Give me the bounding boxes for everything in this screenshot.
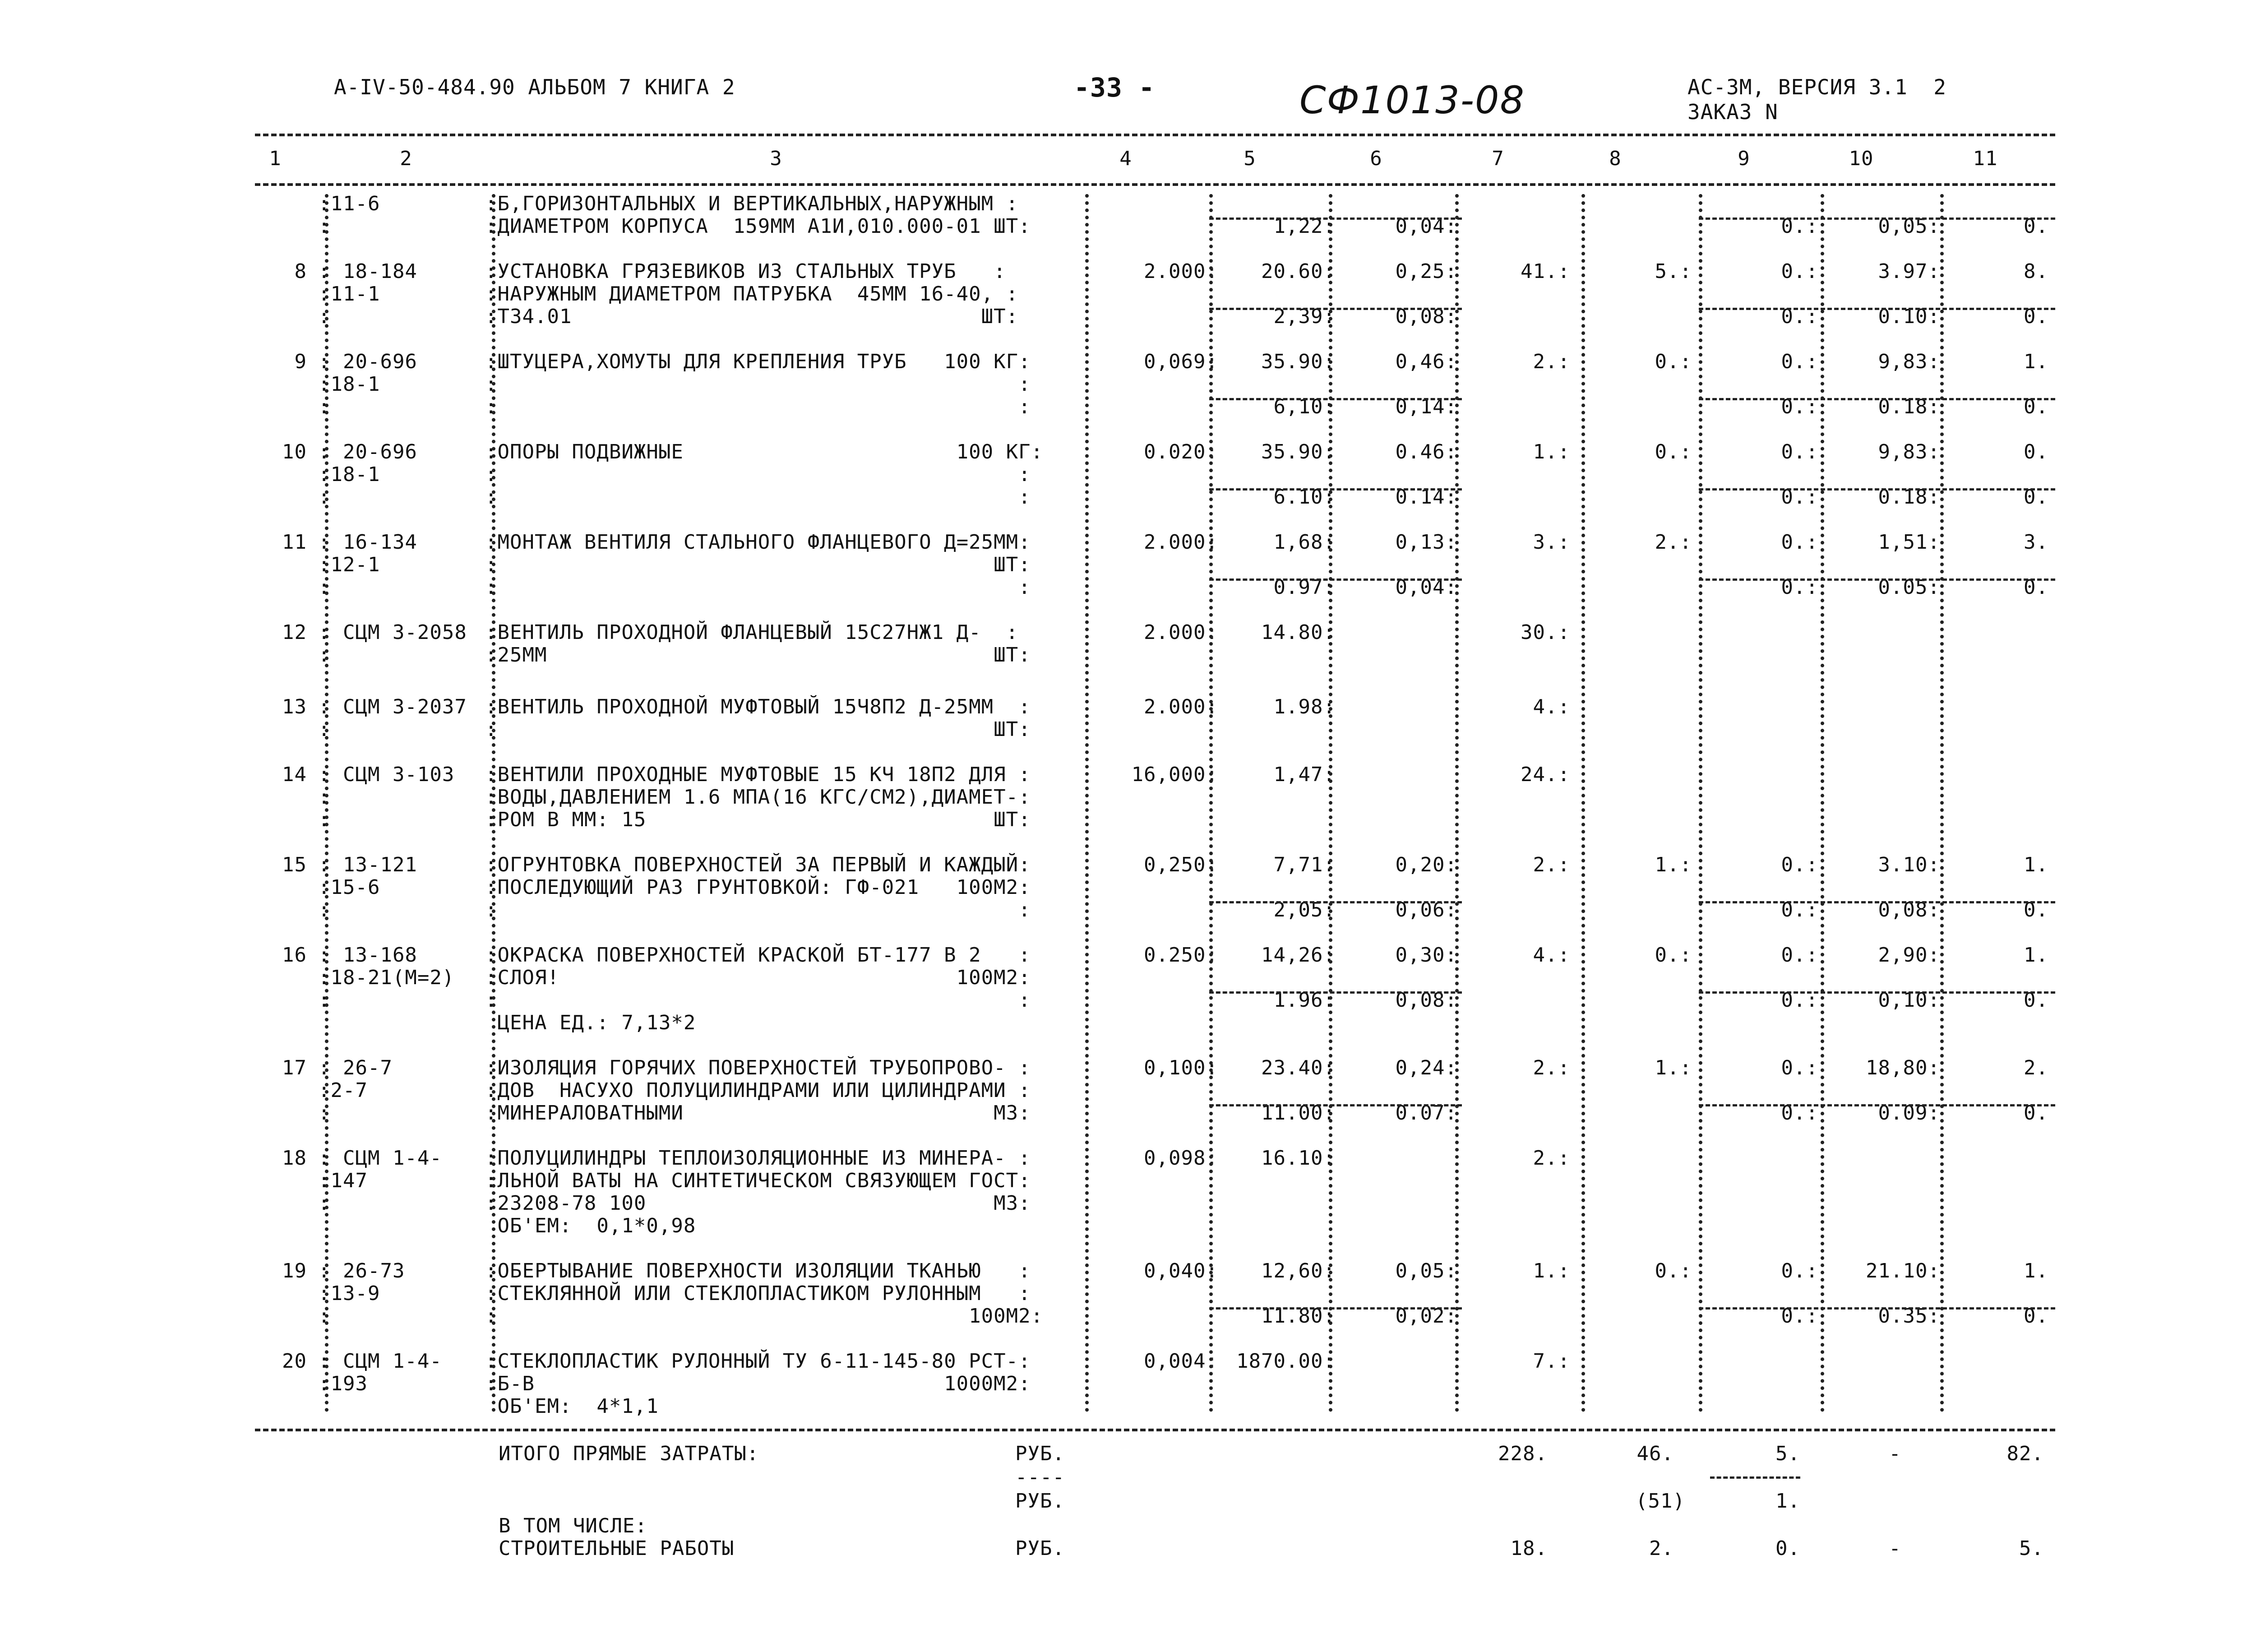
cell-l22-c3: :ОГРУНТОВКА ПОВЕРХНОСТЕЙ ЗА ПЕРВЫЙ И КАЖДЫЙ: xyxy=(485,853,1031,876)
cell-l23-c2: :15-6 xyxy=(318,876,380,899)
cell-l27-c6: 0,08: xyxy=(1395,989,1457,1012)
cell-l22-c1: 15 xyxy=(282,853,307,876)
cell-l3-c2: : 18-184 xyxy=(318,260,417,283)
cell-l25-c11: 1. xyxy=(2024,944,2048,967)
cell-l5-c5: 2,39: xyxy=(1273,305,1336,328)
totals-dash: ---- xyxy=(1015,1466,1065,1489)
cell-l24-c3: : : xyxy=(485,898,1031,921)
order-number: ЗАКАЗ N xyxy=(1687,100,1778,124)
subtotal-rule-7-1 xyxy=(1209,991,1462,994)
cell-l3-c10: 3.97: xyxy=(1878,260,1940,283)
cell-l25-c1: 16 xyxy=(282,944,307,967)
cell-l27-c3: : : xyxy=(485,989,1031,1012)
including-label: В ТОМ ЧИСЛЕ: xyxy=(499,1514,647,1537)
cell-l29-c8: 1.: xyxy=(1655,1056,1692,1079)
cell-l19-c1: 14 xyxy=(282,763,307,786)
cell-l3-c8: 5.: xyxy=(1655,260,1692,283)
program-version: АС-3М, ВЕРСИЯ 3.1 2 xyxy=(1687,75,1946,99)
cell-l27-c11: 0. xyxy=(2024,989,2048,1012)
cell-l5-c9: 0.: xyxy=(1781,305,1818,328)
totals-col9: 5. xyxy=(1775,1442,1800,1465)
cell-l29-c7: 2.: xyxy=(1533,1056,1570,1079)
cell-l19-c5: 1,47: xyxy=(1273,763,1336,786)
cell-l14-c2: : xyxy=(318,576,331,599)
cell-l22-c2: : 13-121 xyxy=(318,853,417,876)
cell-l25-c10: 2,90: xyxy=(1878,944,1940,967)
cell-l16-c2: : xyxy=(318,643,331,666)
cell-l39-c2: : СЦМ 1-4- xyxy=(318,1350,442,1373)
cell-l29-c4: 0,100: xyxy=(1144,1056,1218,1079)
cell-l29-c1: 17 xyxy=(282,1056,307,1079)
column-header-5: 5 xyxy=(1244,147,1256,170)
cell-l8-c6: 0,14: xyxy=(1395,395,1457,418)
cell-l10-c2: :18-1 xyxy=(318,463,380,486)
cell-l13-c2: :12-1 xyxy=(318,553,380,576)
cell-l27-c5: 1.96: xyxy=(1273,989,1336,1012)
cell-l11-c10: 0.18: xyxy=(1878,486,1940,509)
cell-l14-c9: 0.: xyxy=(1781,576,1818,599)
cell-l29-c6: 0,24: xyxy=(1395,1056,1457,1079)
cell-l31-c11: 0. xyxy=(2024,1101,2048,1124)
cell-l17-c7: 4.: xyxy=(1533,695,1570,718)
totals-label: ИТОГО ПРЯМЫЕ ЗАТРАТЫ: xyxy=(499,1442,759,1465)
cell-l20-c3: :ВОДЫ,ДАВЛЕНИЕМ 1.6 МПА(16 КГС/СМ2),ДИАМЕТ-: xyxy=(485,786,1031,809)
cell-l26-c3: :СЛОЯ! 100М2: xyxy=(485,966,1031,989)
cell-l38-c9: 0.: xyxy=(1781,1305,1818,1328)
cell-l12-c8: 2.: xyxy=(1655,531,1692,554)
cell-l36-c5: 12,60: xyxy=(1261,1259,1336,1282)
cell-l9-c10: 9,83: xyxy=(1878,440,1940,463)
cell-l3-c9: 0.: xyxy=(1781,260,1818,283)
cell-l24-c9: 0.: xyxy=(1781,898,1818,921)
totals-sub-col9: 1. xyxy=(1775,1490,1800,1513)
subtotal-rule-6-1 xyxy=(1209,901,1462,903)
construction-col11: 5. xyxy=(2019,1537,2044,1560)
column-header-6: 6 xyxy=(1370,147,1382,170)
cell-l11-c5: 6.10: xyxy=(1273,486,1336,509)
cell-l3-c4: 2.000: xyxy=(1144,260,1218,283)
subtotal-rule-4-1 xyxy=(1209,488,1462,491)
cell-l12-c4: 2.000: xyxy=(1144,531,1218,554)
cell-l31-c5: 11.00: xyxy=(1261,1101,1336,1124)
cell-l11-c6: 0.14: xyxy=(1395,486,1457,509)
cell-l25-c6: 0,30: xyxy=(1395,944,1457,967)
construction-col8: 2. xyxy=(1649,1537,1674,1560)
totals-col10: - xyxy=(1889,1442,1901,1465)
subtotal-rule-8-2 xyxy=(1699,1104,2055,1106)
cell-l2-c2: : xyxy=(318,215,331,238)
subtotal-rule-8-1 xyxy=(1209,1104,1462,1106)
cell-l3-c5: 20.60: xyxy=(1261,260,1336,283)
cell-l32-c3: :ПОЛУЦИЛИНДРЫ ТЕПЛОИЗОЛЯЦИОННЫЕ ИЗ МИНЕРА- : xyxy=(485,1147,1031,1170)
cell-l37-c2: :13-9 xyxy=(318,1282,380,1305)
header-rule-bottom xyxy=(255,183,2055,186)
construction-label: СТРОИТЕЛЬНЫЕ РАБОТЫ xyxy=(499,1537,735,1560)
column-header-4: 4 xyxy=(1119,147,1132,170)
cell-l14-c6: 0,04: xyxy=(1395,576,1457,599)
cell-l17-c4: 2.000: xyxy=(1144,695,1218,718)
cell-l29-c3: :ИЗОЛЯЦИЯ ГОРЯЧИХ ПОВЕРХНОСТЕЙ ТРУБОПРОВО- : xyxy=(485,1056,1031,1079)
subtotal-rule-5-2 xyxy=(1699,578,2055,581)
cell-l29-c2: : 26-7 xyxy=(318,1056,393,1079)
column-separator-5 xyxy=(1329,194,1332,1412)
cell-l12-c2: : 16-134 xyxy=(318,531,417,554)
cell-l6-c4: 0,069: xyxy=(1144,350,1218,373)
cell-l36-c2: : 26-73 xyxy=(318,1259,405,1282)
cell-l19-c2: : СЦМ 3-103 xyxy=(318,763,455,786)
cell-l36-c1: 19 xyxy=(282,1259,307,1282)
cell-l1-c2: :11-6 xyxy=(318,192,380,215)
cell-l33-c3: :ЛЬНОЙ ВАТЫ НА СИНТЕТИЧЕСКОМ СВЯЗУЮЩЕМ ГОСТ: xyxy=(485,1169,1031,1192)
cell-l21-c2: : xyxy=(318,808,331,831)
cell-l11-c3: : : xyxy=(485,486,1031,509)
cell-l36-c7: 1.: xyxy=(1533,1259,1570,1282)
cell-l9-c9: 0.: xyxy=(1781,440,1818,463)
column-header-7: 7 xyxy=(1492,147,1504,170)
cell-l2-c10: 0,05: xyxy=(1878,215,1940,238)
cell-l14-c5: 0.97: xyxy=(1273,576,1336,599)
cell-l11-c11: 0. xyxy=(2024,486,2048,509)
column-separator-3 xyxy=(1085,194,1089,1412)
cell-l27-c2: : xyxy=(318,989,331,1012)
cell-l22-c4: 0,250: xyxy=(1144,853,1218,876)
cell-l24-c6: 0,06: xyxy=(1395,898,1457,921)
cell-l3-c3: :УСТАНОВКА ГРЯЗЕВИКОВ ИЗ СТАЛЬНЫХ ТРУБ : xyxy=(485,260,1006,283)
cell-l36-c11: 1. xyxy=(2024,1259,2048,1282)
cell-l21-c3: :РОМ В ММ: 15 ШТ: xyxy=(485,808,1031,831)
cell-l2-c9: 0.: xyxy=(1781,215,1818,238)
cell-l33-c2: :147 xyxy=(318,1169,368,1192)
cell-l34-c3: :23208-78 100 М3: xyxy=(485,1192,1031,1215)
cell-l31-c2: : xyxy=(318,1101,331,1124)
cell-l16-c3: :25ММ ШТ: xyxy=(485,643,1031,666)
subtotal-rule-9-1 xyxy=(1209,1307,1462,1310)
cell-l7-c2: :18-1 xyxy=(318,373,380,396)
cell-l15-c2: : СЦМ 3-2058 xyxy=(318,621,467,644)
cell-l25-c4: 0.250: xyxy=(1144,944,1218,967)
cell-l40-c3: :Б-В 1000М2: xyxy=(485,1372,1031,1395)
cell-l12-c10: 1,51: xyxy=(1878,531,1940,554)
column-header-1: 1 xyxy=(269,147,282,170)
cell-l6-c8: 0.: xyxy=(1655,350,1692,373)
cell-l6-c3: :ШТУЦЕРА,ХОМУТЫ ДЛЯ КРЕПЛЕНИЯ ТРУБ 100 КГ: xyxy=(485,350,1031,373)
cell-l11-c2: : xyxy=(318,486,331,509)
cell-l2-c3: :ДИАМЕТРОМ КОРПУСА 159ММ А1И,010.000-01 ШТ: xyxy=(485,215,1031,238)
cell-l8-c5: 6,10: xyxy=(1273,395,1336,418)
cell-l25-c7: 4.: xyxy=(1533,944,1570,967)
cell-l7-c3: : : xyxy=(485,373,1031,396)
subtotal-rule-9-2 xyxy=(1699,1307,2055,1310)
totals-col9-rule xyxy=(1710,1476,1800,1479)
cell-l39-c4: 0,004: xyxy=(1144,1350,1218,1373)
cell-l4-c3: :НАРУЖНЫМ ДИАМЕТРОМ ПАТРУБКА 45ММ 16-40, : xyxy=(485,282,1019,305)
cell-l38-c5: 11.80: xyxy=(1261,1305,1336,1328)
cell-l31-c9: 0.: xyxy=(1781,1101,1818,1124)
subtotal-rule-3-2 xyxy=(1699,398,2055,400)
cell-l6-c2: : 20-696 xyxy=(318,350,417,373)
cell-l5-c2: : xyxy=(318,305,331,328)
cell-l12-c1: 11 xyxy=(282,531,307,554)
cell-l25-c2: : 13-168 xyxy=(318,944,417,967)
cell-l38-c11: 0. xyxy=(2024,1305,2048,1328)
cell-l12-c7: 3.: xyxy=(1533,531,1570,554)
subtotal-rule-3-1 xyxy=(1209,398,1462,400)
cell-l29-c11: 2. xyxy=(2024,1056,2048,1079)
cell-l14-c10: 0.05: xyxy=(1878,576,1940,599)
cell-l22-c8: 1.: xyxy=(1655,853,1692,876)
cell-l5-c3: :Т34.01 ШТ: xyxy=(485,305,1019,328)
cell-l12-c11: 3. xyxy=(2024,531,2048,554)
construction-unit: РУБ. xyxy=(1015,1537,1065,1560)
cell-l10-c3: : : xyxy=(485,463,1031,486)
totals-col11: 82. xyxy=(2006,1442,2044,1465)
cell-l36-c8: 0.: xyxy=(1655,1259,1692,1282)
cell-l25-c8: 0.: xyxy=(1655,944,1692,967)
cell-l24-c2: : xyxy=(318,898,331,921)
cell-l5-c6: 0,08: xyxy=(1395,305,1457,328)
construction-col9: 0. xyxy=(1775,1537,1800,1560)
cell-l34-c2: : xyxy=(318,1192,331,1215)
cell-l32-c7: 2.: xyxy=(1533,1147,1570,1170)
cell-l3-c11: 8. xyxy=(2024,260,2048,283)
cell-l27-c10: 0,10: xyxy=(1878,989,1940,1012)
cell-l36-c4: 0,040: xyxy=(1144,1259,1218,1282)
cell-l32-c4: 0,098: xyxy=(1144,1147,1218,1170)
cell-l8-c2: : xyxy=(318,395,331,418)
column-separator-9 xyxy=(1821,194,1824,1412)
cell-l38-c3: : 100М2: xyxy=(485,1305,1044,1328)
cell-l30-c2: :2-7 xyxy=(318,1079,368,1102)
cell-l6-c10: 9,83: xyxy=(1878,350,1940,373)
cell-l19-c3: :ВЕНТИЛИ ПРОХОДНЫЕ МУФТОВЫЕ 15 КЧ 18П2 ДЛЯ : xyxy=(485,763,1031,786)
totals-col8: 46. xyxy=(1637,1442,1674,1465)
cell-l2-c6: 0,04: xyxy=(1395,215,1457,238)
column-separator-7 xyxy=(1581,194,1585,1412)
cell-l3-c1: 8 xyxy=(294,260,307,283)
totals-sub-unit: РУБ. xyxy=(1015,1490,1065,1513)
cell-l6-c11: 1. xyxy=(2024,350,2048,373)
cell-l41-c3: ОБ'ЕМ: 4*1,1 xyxy=(485,1395,659,1418)
cell-l17-c2: : СЦМ 3-2037 xyxy=(318,695,467,718)
cell-l24-c11: 0. xyxy=(2024,898,2048,921)
cell-l9-c11: 0. xyxy=(2024,440,2048,463)
column-header-3: 3 xyxy=(770,147,782,170)
subtotal-rule-7-2 xyxy=(1699,991,2055,994)
cell-l8-c9: 0.: xyxy=(1781,395,1818,418)
subtotal-rule-1-2 xyxy=(1699,217,2055,220)
cell-l9-c6: 0.46: xyxy=(1395,440,1457,463)
subtotal-rule-1-1 xyxy=(1209,217,1462,220)
subtotal-rule-6-2 xyxy=(1699,901,2055,903)
cell-l31-c6: 0.07: xyxy=(1395,1101,1457,1124)
cell-l39-c7: 7.: xyxy=(1533,1350,1570,1373)
cell-l15-c4: 2.000: xyxy=(1144,621,1218,644)
cell-l17-c5: 1.98: xyxy=(1273,695,1336,718)
column-separator-6 xyxy=(1455,194,1459,1412)
cell-l22-c11: 1. xyxy=(2024,853,2048,876)
cell-l9-c2: : 20-696 xyxy=(318,440,417,463)
cell-l8-c11: 0. xyxy=(2024,395,2048,418)
cell-l40-c2: :193 xyxy=(318,1372,368,1395)
totals-rule xyxy=(255,1429,2055,1431)
column-header-8: 8 xyxy=(1609,147,1622,170)
cell-l19-c4: 16,000: xyxy=(1131,763,1218,786)
cell-l29-c10: 18,80: xyxy=(1866,1056,1940,1079)
totals-col7: 228. xyxy=(1498,1442,1548,1465)
cell-l18-c2: : xyxy=(318,718,331,741)
column-separator-4 xyxy=(1209,194,1213,1412)
column-header-2: 2 xyxy=(400,147,412,170)
cell-l25-c5: 14,26: xyxy=(1261,944,1336,967)
cell-l36-c3: :ОБЕРТЫВАНИЕ ПОВЕРХНОСТИ ИЗОЛЯЦИИ ТКАНЬЮ : xyxy=(485,1259,1031,1282)
cell-l36-c6: 0,05: xyxy=(1395,1259,1457,1282)
cell-l22-c7: 2.: xyxy=(1533,853,1570,876)
cell-l24-c10: 0,08: xyxy=(1878,898,1940,921)
column-header-9: 9 xyxy=(1738,147,1750,170)
cell-l36-c9: 0.: xyxy=(1781,1259,1818,1282)
cell-l17-c3: :ВЕНТИЛЬ ПРОХОДНОЙ МУФТОВЫЙ 15Ч8П2 Д-25ММ : xyxy=(485,695,1031,718)
cell-l27-c9: 0.: xyxy=(1781,989,1818,1012)
cell-l32-c2: : СЦМ 1-4- xyxy=(318,1147,442,1170)
cell-l9-c5: 35.90: xyxy=(1261,440,1336,463)
construction-col7: 18. xyxy=(1510,1537,1548,1560)
cell-l9-c1: 10 xyxy=(282,440,307,463)
cell-l6-c5: 35.90: xyxy=(1261,350,1336,373)
subtotal-rule-2-2 xyxy=(1699,308,2055,310)
subtotal-rule-2-1 xyxy=(1209,308,1462,310)
column-header-10: 10 xyxy=(1849,147,1874,170)
cell-l13-c3: : ШТ: xyxy=(485,553,1031,576)
cell-l28-c3: ЦЕНА ЕД.: 7,13*2 xyxy=(485,1011,696,1034)
totals-sub-col8: (51) xyxy=(1636,1490,1685,1513)
cell-l29-c5: 23.40: xyxy=(1261,1056,1336,1079)
cell-l22-c6: 0,20: xyxy=(1395,853,1457,876)
cell-l18-c3: : ШТ: xyxy=(485,718,1031,741)
cell-l30-c3: :ДОВ НАСУХО ПОЛУЦИЛИНДРАМИ ИЛИ ЦИЛИНДРАМИ : xyxy=(485,1079,1031,1102)
cell-l22-c10: 3.10: xyxy=(1878,853,1940,876)
cell-l22-c5: 7,71: xyxy=(1273,853,1336,876)
cell-l4-c2: :11-1 xyxy=(318,282,380,305)
cell-l12-c6: 0,13: xyxy=(1395,531,1457,554)
cell-l12-c9: 0.: xyxy=(1781,531,1818,554)
cell-l39-c1: 20 xyxy=(282,1350,307,1373)
cell-l39-c3: :СТЕКЛОПЛАСТИК РУЛОННЫЙ ТУ 6-11-145-80 РСТ-: xyxy=(485,1350,1031,1373)
subtotal-rule-4-2 xyxy=(1699,488,2055,491)
cell-l20-c2: : xyxy=(318,786,331,809)
cell-l1-c3: :Б,ГОРИЗОНТАЛЬНЫХ И ВЕРТИКАЛЬНЫХ,НАРУЖНЫМ : xyxy=(485,192,1019,215)
cell-l5-c11: 0. xyxy=(2024,305,2048,328)
cell-l6-c6: 0,46: xyxy=(1395,350,1457,373)
cell-l32-c5: 16.10: xyxy=(1261,1147,1336,1170)
cell-l26-c2: :18-21(М=2) xyxy=(318,966,455,989)
cell-l15-c3: :ВЕНТИЛЬ ПРОХОДНОЙ ФЛАНЦЕВЫЙ 15С27НЖ1 Д- : xyxy=(485,621,1019,644)
handwritten-code: СФ1013-08 xyxy=(1299,78,1525,122)
column-header-11: 11 xyxy=(1973,147,1998,170)
cell-l32-c1: 18 xyxy=(282,1147,307,1170)
cell-l6-c7: 2.: xyxy=(1533,350,1570,373)
cell-l9-c7: 1.: xyxy=(1533,440,1570,463)
cell-l31-c3: :МИНЕРАЛОВАТНЫМИ М3: xyxy=(485,1101,1031,1124)
cell-l8-c10: 0.18: xyxy=(1878,395,1940,418)
cell-l9-c8: 0.: xyxy=(1655,440,1692,463)
cell-l24-c5: 2,05: xyxy=(1273,898,1336,921)
cell-l35-c3: ОБ'ЕМ: 0,1*0,98 xyxy=(485,1214,696,1237)
cell-l15-c1: 12 xyxy=(282,621,307,644)
cell-l38-c10: 0.35: xyxy=(1878,1305,1940,1328)
cell-l38-c6: 0,02: xyxy=(1395,1305,1457,1328)
cell-l14-c11: 0. xyxy=(2024,576,2048,599)
cell-l11-c9: 0.: xyxy=(1781,486,1818,509)
cell-l37-c3: :СТЕКЛЯННОЙ ИЛИ СТЕКЛОПЛАСТИКОМ РУЛОННЫМ : xyxy=(485,1282,1031,1305)
header-rule-top xyxy=(255,134,2055,136)
column-separator-10 xyxy=(1940,194,1944,1412)
column-separator-8 xyxy=(1699,194,1702,1412)
cell-l12-c3: :МОНТАЖ ВЕНТИЛЯ СТАЛЬНОГО ФЛАНЦЕВОГО Д=25ММ: xyxy=(485,531,1031,554)
cell-l19-c7: 24.: xyxy=(1521,763,1570,786)
column-separator-1 xyxy=(325,194,328,1412)
cell-l25-c9: 0.: xyxy=(1781,944,1818,967)
cell-l8-c3: : : xyxy=(485,395,1031,418)
cell-l22-c9: 0.: xyxy=(1781,853,1818,876)
cell-l39-c5: 1870.00: xyxy=(1236,1350,1336,1373)
cell-l31-c10: 0.09: xyxy=(1878,1101,1940,1124)
cell-l29-c9: 0.: xyxy=(1781,1056,1818,1079)
cell-l2-c5: 1,22: xyxy=(1273,215,1336,238)
cell-l17-c1: 13 xyxy=(282,695,307,718)
doc-reference: А-IV-50-484.90 АЛЬБОМ 7 КНИГА 2 xyxy=(334,75,735,99)
cell-l3-c7: 41.: xyxy=(1521,260,1570,283)
cell-l2-c11: 0. xyxy=(2024,215,2048,238)
cell-l6-c9: 0.: xyxy=(1781,350,1818,373)
cell-l9-c4: 0.020: xyxy=(1144,440,1218,463)
cell-l15-c7: 30.: xyxy=(1521,621,1570,644)
cell-l14-c3: : : xyxy=(485,576,1031,599)
cell-l23-c3: :ПОСЛЕДУЮЩИЙ РАЗ ГРУНТОВКОЙ: ГФ-021 100М2: xyxy=(485,876,1031,899)
subtotal-rule-5-1 xyxy=(1209,578,1462,581)
cell-l12-c5: 1,68: xyxy=(1273,531,1336,554)
cell-l25-c3: :ОКРАСКА ПОВЕРХНОСТЕЙ КРАСКОЙ БТ-177 В 2 : xyxy=(485,944,1031,967)
cell-l3-c6: 0,25: xyxy=(1395,260,1457,283)
construction-col10: - xyxy=(1889,1537,1901,1560)
cell-l38-c2: : xyxy=(318,1305,331,1328)
column-separator-2 xyxy=(492,194,495,1412)
totals-unit: РУБ. xyxy=(1015,1442,1065,1465)
cell-l5-c10: 0.10: xyxy=(1878,305,1940,328)
cell-l9-c3: :ОПОРЫ ПОДВИЖНЫЕ 100 КГ: xyxy=(485,440,1044,463)
cell-l15-c5: 14.80: xyxy=(1261,621,1336,644)
page-number: -33 - xyxy=(1074,72,1155,103)
cell-l6-c1: 9 xyxy=(294,350,307,373)
cell-l36-c10: 21.10: xyxy=(1866,1259,1940,1282)
